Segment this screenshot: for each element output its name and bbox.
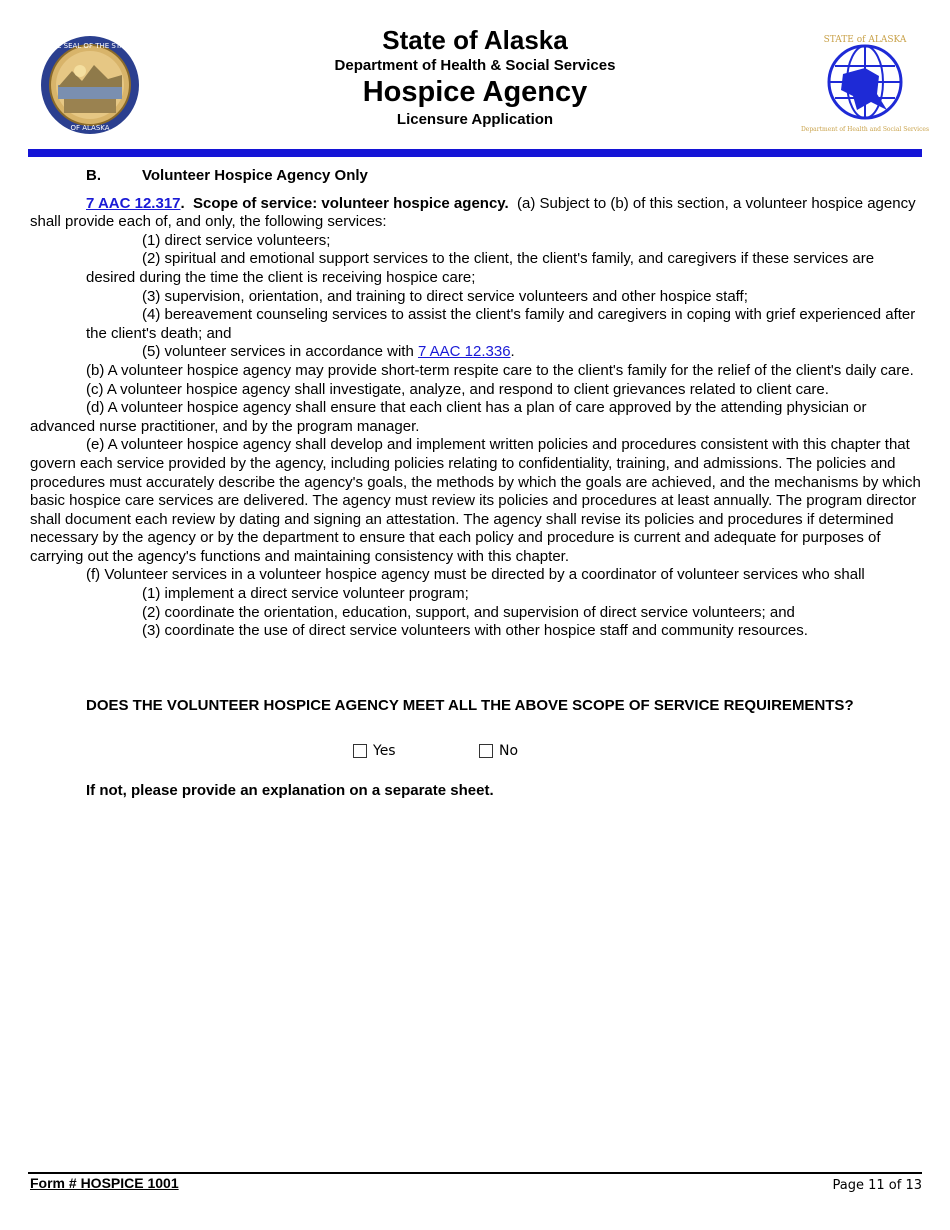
paragraph-f: (f) Volunteer services in a volunteer hospice agency must be directed by a coordinator of volunteer services who shall [86, 566, 865, 584]
list-item-a2: (2) spiritual and emotional support services to the client, the client's family, and caregivers if these services are desired during the time the client is receiving hospice care; [86, 250, 875, 286]
page-number: Page 11 of 13 [832, 1178, 922, 1193]
section-title: Volunteer Hospice Agency Only [142, 167, 368, 184]
no-option[interactable] [479, 743, 518, 759]
page-header [0, 0, 950, 150]
list-item-a3: (3) supervision, orientation, and training to direct service volunteers and other hospice staff; [142, 287, 748, 305]
svg-text:Department of Health and Socia: Department of Health and Social Services [800, 126, 930, 133]
yes-checkbox[interactable] [353, 744, 367, 758]
regulation-link-12-317[interactable]: 7 AAC 12.317 [86, 194, 181, 212]
explanation-note: If not, please provide an explanation on a separate sheet. [86, 782, 494, 799]
svg-text:STATE of ALASKA: STATE of ALASKA [823, 35, 907, 45]
list-item-a5: (5) volunteer services in accordance with 7 AAC 12.336. [142, 343, 515, 361]
list-item-f2: (2) coordinate the orientation, education, support, and supervision of direct service volunteers; and [142, 603, 795, 621]
regulation-link-12-336[interactable]: 7 AAC 12.336 [417, 343, 511, 361]
list-item-f3: (3) coordinate the use of direct service volunteers with other hospice staff and community resources. [142, 622, 808, 640]
form-number: Form # HOSPICE 1001 [30, 1175, 179, 1191]
no-label: No [499, 743, 519, 759]
section-letter: B. [86, 167, 101, 184]
section-heading [86, 167, 922, 186]
department-title: Department of Health & Social Services [334, 57, 616, 74]
paragraph-d: (d) A volunteer hospice agency shall ensure that each client has a plan of care approved by the attending physician or advanced nurse practitioner, and by the program manager. [30, 399, 867, 435]
yes-label: Yes [373, 743, 396, 759]
regulation-heading: Scope of service: volunteer hospice agency. [193, 194, 509, 212]
regulation-intro-text: (a) Subject to (b) of this section, a volunteer hospice agency shall provide each of, and only, the following services: [30, 194, 916, 231]
dhss-logo-icon [800, 30, 930, 135]
application-title: Licensure Application [396, 111, 554, 128]
agency-title: Hospice Agency [362, 76, 588, 108]
header-titles [250, 25, 700, 131]
no-checkbox[interactable] [479, 744, 493, 758]
list-item-a1: (1) direct service volunteers; [142, 231, 331, 249]
list-item-a4: (4) bereavement counseling services to assist the client's family and caregivers in coping with grief experienced after the client's death; and [86, 306, 916, 342]
svg-text:THE SEAL OF THE STATE: THE SEAL OF THE STATE [47, 42, 133, 50]
yes-option[interactable] [353, 743, 396, 759]
regulation-intro: 7 AAC 12.317. Scope of service: volunteer hospice agency. (a) Subject to (b) of this section, a volunteer hospice agency shall provide each of, and only, the following services: [30, 194, 916, 231]
regulation-body [30, 167, 922, 641]
list-item-f1: (1) implement a direct service volunteer program; [142, 585, 469, 603]
paragraph-e: (e) A volunteer hospice agency shall develop and implement written policies and procedures consistent with this chapter that govern each service provided by the agency, including policies relating to confidentiality, training, and admissions. The policies and procedures must accurately describe the agency's goals, the methods by which the goals are achieved, and the mechanisms by which basic hospice care services are delivered. The agency must review its policies and procedures at least annually. The program director shall document each review by dating and signing an attestation. The agency shall revise its policies and procedures if determined necessary by the agency or by the department to ensure that each policy and procedure is current and adequate for purposes of carrying out the agency's functions and maintaining consistency with this chapter. [30, 436, 921, 565]
footer-rule [28, 1172, 922, 1174]
state-title: State of Alaska [382, 25, 568, 55]
header-rule [28, 149, 922, 157]
paragraph-b: (b) A volunteer hospice agency may provide short-term respite care to the client's family for the relief of the client's daily care. [86, 361, 914, 379]
compliance-question: DOES THE VOLUNTEER HOSPICE AGENCY MEET ALL THE ABOVE SCOPE OF SERVICE REQUIREMENTS? [86, 697, 854, 714]
paragraph-c: (c) A volunteer hospice agency shall investigate, analyze, and respond to client grievances related to client care. [86, 380, 829, 398]
alaska-state-seal-icon [40, 35, 140, 135]
svg-text:OF ALASKA: OF ALASKA [70, 124, 110, 132]
